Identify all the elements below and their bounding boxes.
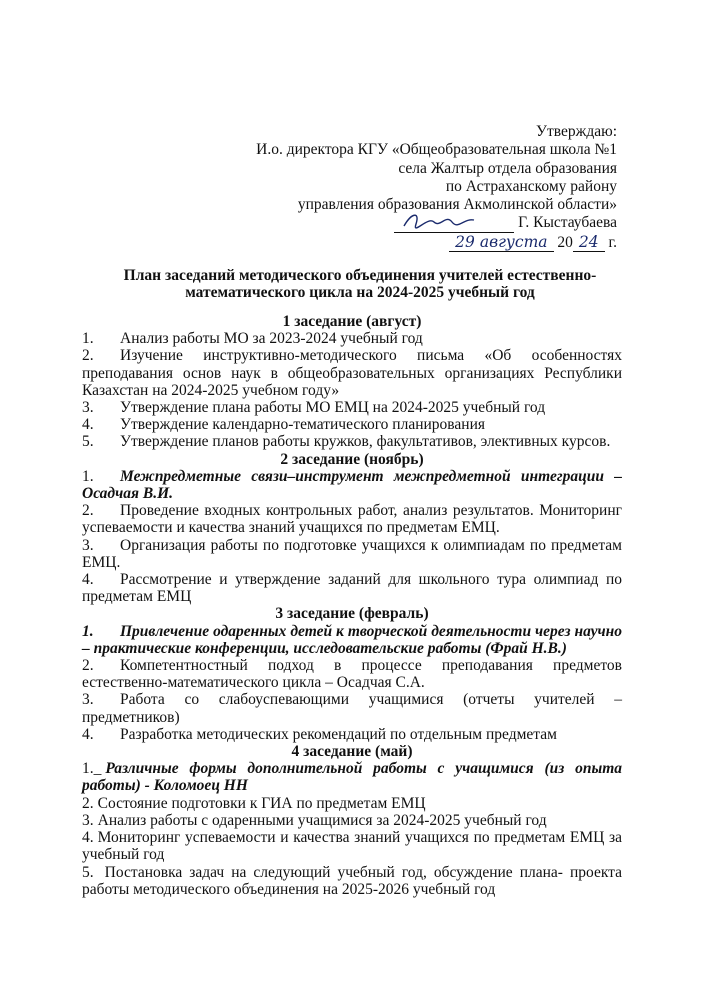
- list-item: [82, 760, 622, 794]
- approval-line-1: И.о. директора КГУ «Общеобразовательная школа №1: [256, 141, 617, 159]
- item-number: 5.: [82, 863, 94, 881]
- item-number: 5.: [82, 433, 94, 451]
- item-number: 2.: [82, 794, 94, 812]
- item-text: Привлечение одаренных детей к творческой деятельности через научно – практические конференции, исследовательские работы (Фрай Н.В.): [82, 622, 622, 657]
- item-number: 2.: [82, 657, 94, 675]
- item-number: 1.: [82, 330, 94, 348]
- item-text: Межпредметные связи–инструмент межпредметной интеграции – Осадчая В.И.: [82, 467, 622, 503]
- item-text: Состояние подготовки к ГИА по предметам ЕМЦ: [97, 794, 426, 812]
- section-heading-3: 3 заседание (февраль): [275, 605, 429, 623]
- section-heading-1: 1 заседание (август): [282, 313, 422, 330]
- item-text: Анализ работы МО за 2023-2024 учебный год: [120, 330, 423, 348]
- list-item: [82, 864, 622, 898]
- section-heading-2: 2 заседание (ноябрь): [280, 450, 424, 468]
- signature-line: [217, 214, 617, 232]
- list-item: [82, 433, 622, 450]
- item-text: Работа со слабоуспевающими учащимися (отчеты учителей – предметников): [82, 691, 622, 726]
- list-item: [82, 623, 622, 657]
- item-text: Различные формы дополнительной работы с учащимися (из опыта работы) - Коломоец НН: [82, 760, 622, 795]
- item-number: 2.: [82, 502, 94, 520]
- date-day: 29 августа: [449, 233, 553, 252]
- meetings-plan: [82, 313, 622, 898]
- list-item: [82, 657, 622, 691]
- date-end: г.: [608, 233, 617, 251]
- list-item: [82, 502, 622, 536]
- document-title: [80, 267, 640, 301]
- approval-line-3: по Астраханскому району: [445, 177, 617, 195]
- date-year-suffix: 24: [573, 233, 605, 252]
- approval-block: [217, 123, 617, 252]
- approval-line-4: управления образования Акмолинской области»: [297, 196, 617, 214]
- list-item: [82, 330, 622, 347]
- item-text: Мониторинг успеваемости и качества знаний учащихся по предметам ЕМЦ за учебный год: [82, 829, 622, 864]
- item-number: 3.: [82, 399, 94, 417]
- item-number: 1.: [82, 467, 94, 485]
- list-item: [82, 416, 622, 433]
- item-text: Проведение входных контрольных работ, анализ результатов. Мониторинг успеваемости и качества знаний учащихся по предметам ЕМЦ.: [82, 502, 622, 537]
- approval-line-2: села Жалтыр отдела образования: [398, 159, 617, 177]
- list-item: [82, 795, 622, 812]
- item-text: Рассмотрение и утверждение заданий для школьного тура олимпиад по предметам ЕМЦ: [82, 571, 622, 606]
- date-year-prefix: 20: [557, 233, 573, 251]
- list-item: [82, 691, 622, 725]
- signer-name: Г. Кыстаубаева: [518, 214, 617, 232]
- item-number: 1._: [82, 760, 102, 778]
- item-text: Компетентностный подход в процессе преподавания предметов естественно-математического цикла – Осадчая С.А.: [82, 657, 622, 692]
- list-item: [82, 468, 622, 502]
- item-text: Организация работы по подготовке учащихся к олимпиадам по предметам ЕМЦ.: [82, 536, 622, 571]
- item-text: Утверждение планов работы кружков, факультативов, элективных курсов.: [120, 433, 611, 451]
- item-number: 4.: [82, 571, 94, 589]
- item-text: Анализ работы с одаренными учащимися за 2024-2025 учебный год: [97, 811, 547, 829]
- item-number: 3.: [82, 811, 94, 829]
- item-text: Утверждение календарно-тематического планирования: [120, 416, 486, 434]
- item-text: Разработка методических рекомендаций по отдельным предметам: [120, 725, 557, 743]
- item-number: 4.: [82, 829, 94, 847]
- item-number: 3.: [82, 691, 94, 709]
- item-number: 4.: [82, 725, 94, 743]
- item-text: Постановка задач на следующий учебный год, обсуждение плана- проекта работы методического объединения на 2025-2026 учебный год: [82, 863, 622, 898]
- list-item: [82, 537, 622, 571]
- item-text: Изучение инструктивно-методического письма «Об особенностях преподавания основ наук в общеобразовательных организациях Республики Казахстан на 2024-2025 учебном году»: [82, 347, 622, 399]
- list-item: [82, 571, 622, 605]
- approval-date: [217, 233, 617, 252]
- handwritten-signature: [394, 216, 514, 233]
- list-item: [82, 812, 622, 829]
- title-line-2: математического цикла на 2024-2025 учебный год: [185, 284, 535, 302]
- item-text: Утверждение плана работы МО ЕМЦ на 2024-2025 учебный год: [120, 399, 546, 417]
- section-heading-4: 4 заседание (май): [291, 743, 413, 761]
- list-item: [82, 726, 622, 743]
- list-item: [82, 347, 622, 399]
- list-item: [82, 399, 622, 416]
- item-number: 4.: [82, 416, 94, 434]
- item-number: 1.: [82, 622, 94, 640]
- item-number: 3.: [82, 536, 94, 554]
- approval-heading: Утверждаю:: [536, 123, 617, 140]
- item-number: 2.: [82, 347, 94, 365]
- title-line-1: План заседаний методического объединения учителей естественно-: [123, 267, 597, 284]
- list-item: [82, 829, 622, 863]
